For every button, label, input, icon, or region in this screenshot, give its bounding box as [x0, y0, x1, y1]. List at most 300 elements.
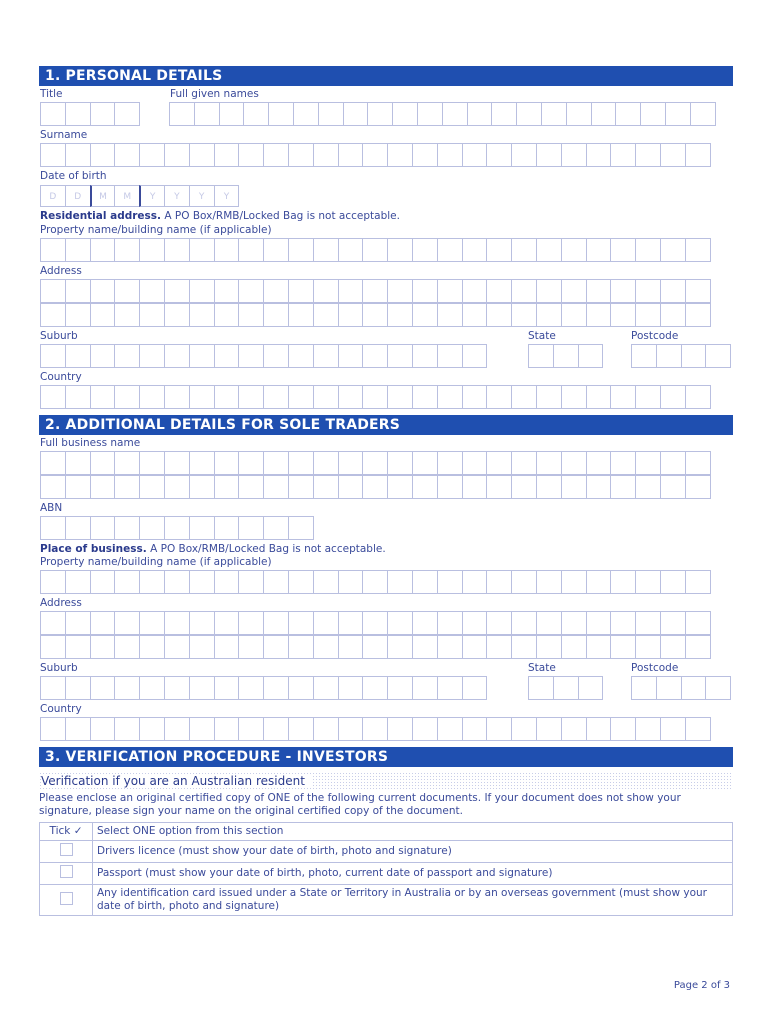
char-cell[interactable]: [65, 238, 91, 262]
char-cell[interactable]: [660, 451, 686, 475]
char-cell[interactable]: [610, 635, 636, 659]
char-cell[interactable]: [313, 635, 339, 659]
char-cell[interactable]: [685, 635, 711, 659]
char-cell[interactable]: [114, 635, 140, 659]
char-cell[interactable]: [338, 385, 364, 409]
char-cell[interactable]: [412, 451, 438, 475]
char-cell[interactable]: [578, 676, 604, 700]
char-cell[interactable]: [263, 303, 289, 327]
char-cell[interactable]: [139, 344, 165, 368]
char-cell[interactable]: [263, 611, 289, 635]
abn-field[interactable]: [40, 516, 313, 540]
char-cell[interactable]: [114, 676, 140, 700]
char-cell[interactable]: [437, 344, 463, 368]
char-cell[interactable]: [362, 303, 388, 327]
dob-cell[interactable]: Y: [139, 185, 165, 207]
char-cell[interactable]: [114, 344, 140, 368]
char-cell[interactable]: [635, 279, 661, 303]
char-cell[interactable]: [90, 344, 116, 368]
char-cell[interactable]: [90, 303, 116, 327]
char-cell[interactable]: [90, 385, 116, 409]
char-cell[interactable]: [338, 611, 364, 635]
char-cell[interactable]: [462, 451, 488, 475]
char-cell[interactable]: [660, 303, 686, 327]
dob-cell[interactable]: D: [65, 185, 91, 207]
char-cell[interactable]: [164, 385, 190, 409]
char-cell[interactable]: [263, 385, 289, 409]
char-cell[interactable]: [412, 717, 438, 741]
char-cell[interactable]: [313, 451, 339, 475]
char-cell[interactable]: [114, 475, 140, 499]
char-cell[interactable]: [40, 385, 66, 409]
char-cell[interactable]: [486, 570, 512, 594]
char-cell[interactable]: [685, 611, 711, 635]
char-cell[interactable]: [437, 385, 463, 409]
char-cell[interactable]: [656, 344, 682, 368]
char-cell[interactable]: [139, 238, 165, 262]
char-cell[interactable]: [318, 102, 344, 126]
char-cell[interactable]: [586, 143, 612, 167]
char-cell[interactable]: [189, 451, 215, 475]
char-cell[interactable]: [660, 717, 686, 741]
char-cell[interactable]: [412, 143, 438, 167]
char-cell[interactable]: [313, 279, 339, 303]
char-cell[interactable]: [288, 238, 314, 262]
char-cell[interactable]: [139, 570, 165, 594]
char-cell[interactable]: [462, 238, 488, 262]
char-cell[interactable]: [610, 717, 636, 741]
char-cell[interactable]: [40, 344, 66, 368]
char-cell[interactable]: [263, 143, 289, 167]
char-cell[interactable]: [214, 344, 240, 368]
char-cell[interactable]: [313, 570, 339, 594]
char-cell[interactable]: [511, 611, 537, 635]
char-cell[interactable]: [541, 102, 567, 126]
char-cell[interactable]: [660, 238, 686, 262]
char-cell[interactable]: [486, 475, 512, 499]
char-cell[interactable]: [610, 303, 636, 327]
char-cell[interactable]: [536, 611, 562, 635]
char-cell[interactable]: [536, 143, 562, 167]
char-cell[interactable]: [238, 451, 264, 475]
title-field[interactable]: [40, 102, 139, 126]
char-cell[interactable]: [528, 344, 554, 368]
dob-cell[interactable]: Y: [214, 185, 240, 207]
char-cell[interactable]: [238, 238, 264, 262]
business-name-field-line-2[interactable]: [40, 475, 710, 499]
char-cell[interactable]: [437, 676, 463, 700]
business-name-field-line-1[interactable]: [40, 451, 710, 475]
char-cell[interactable]: [263, 451, 289, 475]
char-cell[interactable]: [139, 303, 165, 327]
char-cell[interactable]: [387, 451, 413, 475]
char-cell[interactable]: [65, 344, 91, 368]
char-cell[interactable]: [313, 475, 339, 499]
char-cell[interactable]: [660, 143, 686, 167]
char-cell[interactable]: [164, 303, 190, 327]
char-cell[interactable]: [114, 385, 140, 409]
char-cell[interactable]: [40, 516, 66, 540]
char-cell[interactable]: [214, 611, 240, 635]
char-cell[interactable]: [293, 102, 319, 126]
business-address-field-line-2[interactable]: [40, 635, 710, 659]
char-cell[interactable]: [114, 516, 140, 540]
char-cell[interactable]: [114, 717, 140, 741]
char-cell[interactable]: [139, 279, 165, 303]
char-cell[interactable]: [561, 635, 587, 659]
char-cell[interactable]: [263, 279, 289, 303]
char-cell[interactable]: [362, 475, 388, 499]
char-cell[interactable]: [586, 238, 612, 262]
char-cell[interactable]: [214, 279, 240, 303]
char-cell[interactable]: [665, 102, 691, 126]
char-cell[interactable]: [214, 475, 240, 499]
char-cell[interactable]: [685, 385, 711, 409]
char-cell[interactable]: [635, 451, 661, 475]
char-cell[interactable]: [462, 635, 488, 659]
char-cell[interactable]: [90, 635, 116, 659]
char-cell[interactable]: [338, 676, 364, 700]
char-cell[interactable]: [338, 717, 364, 741]
char-cell[interactable]: [338, 303, 364, 327]
char-cell[interactable]: [387, 303, 413, 327]
char-cell[interactable]: [90, 238, 116, 262]
char-cell[interactable]: [263, 344, 289, 368]
char-cell[interactable]: [40, 279, 66, 303]
char-cell[interactable]: [462, 717, 488, 741]
char-cell[interactable]: [164, 676, 190, 700]
char-cell[interactable]: [610, 143, 636, 167]
char-cell[interactable]: [591, 102, 617, 126]
dob-cell[interactable]: D: [40, 185, 66, 207]
char-cell[interactable]: [238, 475, 264, 499]
char-cell[interactable]: [313, 238, 339, 262]
char-cell[interactable]: [486, 451, 512, 475]
char-cell[interactable]: [65, 451, 91, 475]
char-cell[interactable]: [462, 303, 488, 327]
char-cell[interactable]: [362, 385, 388, 409]
char-cell[interactable]: [219, 102, 245, 126]
char-cell[interactable]: [313, 303, 339, 327]
char-cell[interactable]: [263, 516, 289, 540]
char-cell[interactable]: [437, 279, 463, 303]
char-cell[interactable]: [486, 303, 512, 327]
char-cell[interactable]: [288, 303, 314, 327]
char-cell[interactable]: [114, 143, 140, 167]
char-cell[interactable]: [338, 570, 364, 594]
char-cell[interactable]: [685, 475, 711, 499]
char-cell[interactable]: [681, 676, 707, 700]
char-cell[interactable]: [367, 102, 393, 126]
char-cell[interactable]: [412, 475, 438, 499]
char-cell[interactable]: [189, 570, 215, 594]
char-cell[interactable]: [387, 279, 413, 303]
char-cell[interactable]: [412, 279, 438, 303]
char-cell[interactable]: [412, 385, 438, 409]
char-cell[interactable]: [392, 102, 418, 126]
char-cell[interactable]: [462, 143, 488, 167]
char-cell[interactable]: [660, 475, 686, 499]
char-cell[interactable]: [362, 344, 388, 368]
char-cell[interactable]: [313, 676, 339, 700]
char-cell[interactable]: [139, 451, 165, 475]
char-cell[interactable]: [635, 238, 661, 262]
char-cell[interactable]: [90, 279, 116, 303]
char-cell[interactable]: [65, 303, 91, 327]
char-cell[interactable]: [685, 717, 711, 741]
char-cell[interactable]: [610, 611, 636, 635]
char-cell[interactable]: [561, 451, 587, 475]
business-suburb-field[interactable]: [40, 676, 486, 700]
char-cell[interactable]: [189, 303, 215, 327]
dob-cell[interactable]: Y: [189, 185, 215, 207]
dob-cell[interactable]: M: [114, 185, 140, 207]
char-cell[interactable]: [536, 385, 562, 409]
char-cell[interactable]: [528, 676, 554, 700]
char-cell[interactable]: [338, 238, 364, 262]
char-cell[interactable]: [90, 570, 116, 594]
char-cell[interactable]: [114, 611, 140, 635]
char-cell[interactable]: [40, 303, 66, 327]
char-cell[interactable]: [114, 570, 140, 594]
char-cell[interactable]: [635, 385, 661, 409]
char-cell[interactable]: [139, 475, 165, 499]
char-cell[interactable]: [486, 717, 512, 741]
char-cell[interactable]: [516, 102, 542, 126]
char-cell[interactable]: [586, 303, 612, 327]
char-cell[interactable]: [631, 344, 657, 368]
char-cell[interactable]: [238, 344, 264, 368]
char-cell[interactable]: [90, 717, 116, 741]
char-cell[interactable]: [635, 611, 661, 635]
char-cell[interactable]: [189, 717, 215, 741]
char-cell[interactable]: [536, 279, 562, 303]
char-cell[interactable]: [189, 143, 215, 167]
char-cell[interactable]: [387, 570, 413, 594]
char-cell[interactable]: [656, 676, 682, 700]
char-cell[interactable]: [561, 385, 587, 409]
char-cell[interactable]: [561, 475, 587, 499]
char-cell[interactable]: [214, 451, 240, 475]
char-cell[interactable]: [610, 475, 636, 499]
char-cell[interactable]: [631, 676, 657, 700]
char-cell[interactable]: [511, 635, 537, 659]
char-cell[interactable]: [462, 611, 488, 635]
char-cell[interactable]: [288, 279, 314, 303]
char-cell[interactable]: [561, 717, 587, 741]
char-cell[interactable]: [114, 102, 140, 126]
char-cell[interactable]: [437, 611, 463, 635]
char-cell[interactable]: [610, 570, 636, 594]
char-cell[interactable]: [238, 143, 264, 167]
char-cell[interactable]: [586, 570, 612, 594]
char-cell[interactable]: [338, 475, 364, 499]
char-cell[interactable]: [139, 516, 165, 540]
char-cell[interactable]: [169, 102, 195, 126]
char-cell[interactable]: [586, 717, 612, 741]
char-cell[interactable]: [586, 451, 612, 475]
char-cell[interactable]: [114, 451, 140, 475]
char-cell[interactable]: [243, 102, 269, 126]
char-cell[interactable]: [387, 635, 413, 659]
char-cell[interactable]: [139, 676, 165, 700]
state-field[interactable]: [528, 344, 602, 368]
char-cell[interactable]: [189, 516, 215, 540]
char-cell[interactable]: [561, 238, 587, 262]
char-cell[interactable]: [90, 102, 116, 126]
char-cell[interactable]: [635, 303, 661, 327]
char-cell[interactable]: [40, 717, 66, 741]
char-cell[interactable]: [486, 143, 512, 167]
char-cell[interactable]: [412, 344, 438, 368]
char-cell[interactable]: [362, 279, 388, 303]
char-cell[interactable]: [288, 516, 314, 540]
char-cell[interactable]: [40, 102, 66, 126]
char-cell[interactable]: [536, 303, 562, 327]
char-cell[interactable]: [511, 385, 537, 409]
char-cell[interactable]: [164, 475, 190, 499]
char-cell[interactable]: [189, 279, 215, 303]
char-cell[interactable]: [635, 475, 661, 499]
char-cell[interactable]: [238, 611, 264, 635]
address-field-line-1[interactable]: [40, 279, 710, 303]
char-cell[interactable]: [362, 611, 388, 635]
char-cell[interactable]: [40, 635, 66, 659]
char-cell[interactable]: [705, 344, 731, 368]
char-cell[interactable]: [536, 570, 562, 594]
char-cell[interactable]: [511, 717, 537, 741]
char-cell[interactable]: [65, 143, 91, 167]
char-cell[interactable]: [681, 344, 707, 368]
char-cell[interactable]: [238, 385, 264, 409]
char-cell[interactable]: [214, 143, 240, 167]
char-cell[interactable]: [214, 570, 240, 594]
char-cell[interactable]: [90, 143, 116, 167]
char-cell[interactable]: [437, 303, 463, 327]
char-cell[interactable]: [561, 279, 587, 303]
char-cell[interactable]: [65, 516, 91, 540]
char-cell[interactable]: [338, 635, 364, 659]
char-cell[interactable]: [214, 635, 240, 659]
char-cell[interactable]: [511, 238, 537, 262]
char-cell[interactable]: [288, 717, 314, 741]
char-cell[interactable]: [164, 635, 190, 659]
char-cell[interactable]: [65, 279, 91, 303]
char-cell[interactable]: [685, 279, 711, 303]
char-cell[interactable]: [214, 516, 240, 540]
char-cell[interactable]: [65, 570, 91, 594]
char-cell[interactable]: [615, 102, 641, 126]
char-cell[interactable]: [685, 570, 711, 594]
char-cell[interactable]: [635, 717, 661, 741]
char-cell[interactable]: [288, 635, 314, 659]
char-cell[interactable]: [462, 344, 488, 368]
char-cell[interactable]: [65, 676, 91, 700]
char-cell[interactable]: [635, 570, 661, 594]
char-cell[interactable]: [65, 717, 91, 741]
char-cell[interactable]: [164, 717, 190, 741]
char-cell[interactable]: [288, 475, 314, 499]
char-cell[interactable]: [362, 143, 388, 167]
char-cell[interactable]: [561, 303, 587, 327]
char-cell[interactable]: [338, 143, 364, 167]
dob-cell[interactable]: M: [90, 185, 116, 207]
char-cell[interactable]: [90, 611, 116, 635]
given-names-field[interactable]: [169, 102, 715, 126]
char-cell[interactable]: [288, 451, 314, 475]
char-cell[interactable]: [114, 303, 140, 327]
char-cell[interactable]: [536, 451, 562, 475]
char-cell[interactable]: [40, 611, 66, 635]
char-cell[interactable]: [214, 303, 240, 327]
char-cell[interactable]: [437, 475, 463, 499]
char-cell[interactable]: [313, 385, 339, 409]
char-cell[interactable]: [164, 451, 190, 475]
char-cell[interactable]: [139, 385, 165, 409]
char-cell[interactable]: [164, 344, 190, 368]
char-cell[interactable]: [40, 676, 66, 700]
char-cell[interactable]: [462, 279, 488, 303]
business-property-name-field[interactable]: [40, 570, 710, 594]
char-cell[interactable]: [194, 102, 220, 126]
char-cell[interactable]: [90, 516, 116, 540]
surname-field[interactable]: [40, 143, 710, 167]
char-cell[interactable]: [263, 475, 289, 499]
char-cell[interactable]: [635, 143, 661, 167]
char-cell[interactable]: [412, 570, 438, 594]
char-cell[interactable]: [586, 279, 612, 303]
char-cell[interactable]: [685, 303, 711, 327]
char-cell[interactable]: [40, 451, 66, 475]
char-cell[interactable]: [362, 238, 388, 262]
char-cell[interactable]: [338, 279, 364, 303]
id-card-checkbox[interactable]: [60, 892, 73, 905]
char-cell[interactable]: [214, 385, 240, 409]
char-cell[interactable]: [412, 611, 438, 635]
passport-checkbox[interactable]: [60, 865, 73, 878]
char-cell[interactable]: [238, 717, 264, 741]
char-cell[interactable]: [263, 238, 289, 262]
char-cell[interactable]: [263, 570, 289, 594]
char-cell[interactable]: [288, 143, 314, 167]
char-cell[interactable]: [511, 451, 537, 475]
char-cell[interactable]: [640, 102, 666, 126]
char-cell[interactable]: [164, 611, 190, 635]
char-cell[interactable]: [40, 143, 66, 167]
postcode-field[interactable]: [631, 344, 730, 368]
char-cell[interactable]: [189, 475, 215, 499]
char-cell[interactable]: [362, 676, 388, 700]
char-cell[interactable]: [214, 238, 240, 262]
char-cell[interactable]: [685, 451, 711, 475]
char-cell[interactable]: [387, 238, 413, 262]
char-cell[interactable]: [511, 279, 537, 303]
char-cell[interactable]: [114, 279, 140, 303]
char-cell[interactable]: [313, 611, 339, 635]
char-cell[interactable]: [139, 717, 165, 741]
business-state-field[interactable]: [528, 676, 602, 700]
char-cell[interactable]: [412, 238, 438, 262]
char-cell[interactable]: [511, 475, 537, 499]
char-cell[interactable]: [536, 635, 562, 659]
char-cell[interactable]: [288, 385, 314, 409]
business-country-field[interactable]: [40, 717, 710, 741]
char-cell[interactable]: [164, 570, 190, 594]
char-cell[interactable]: [437, 143, 463, 167]
char-cell[interactable]: [660, 570, 686, 594]
char-cell[interactable]: [635, 635, 661, 659]
char-cell[interactable]: [189, 611, 215, 635]
